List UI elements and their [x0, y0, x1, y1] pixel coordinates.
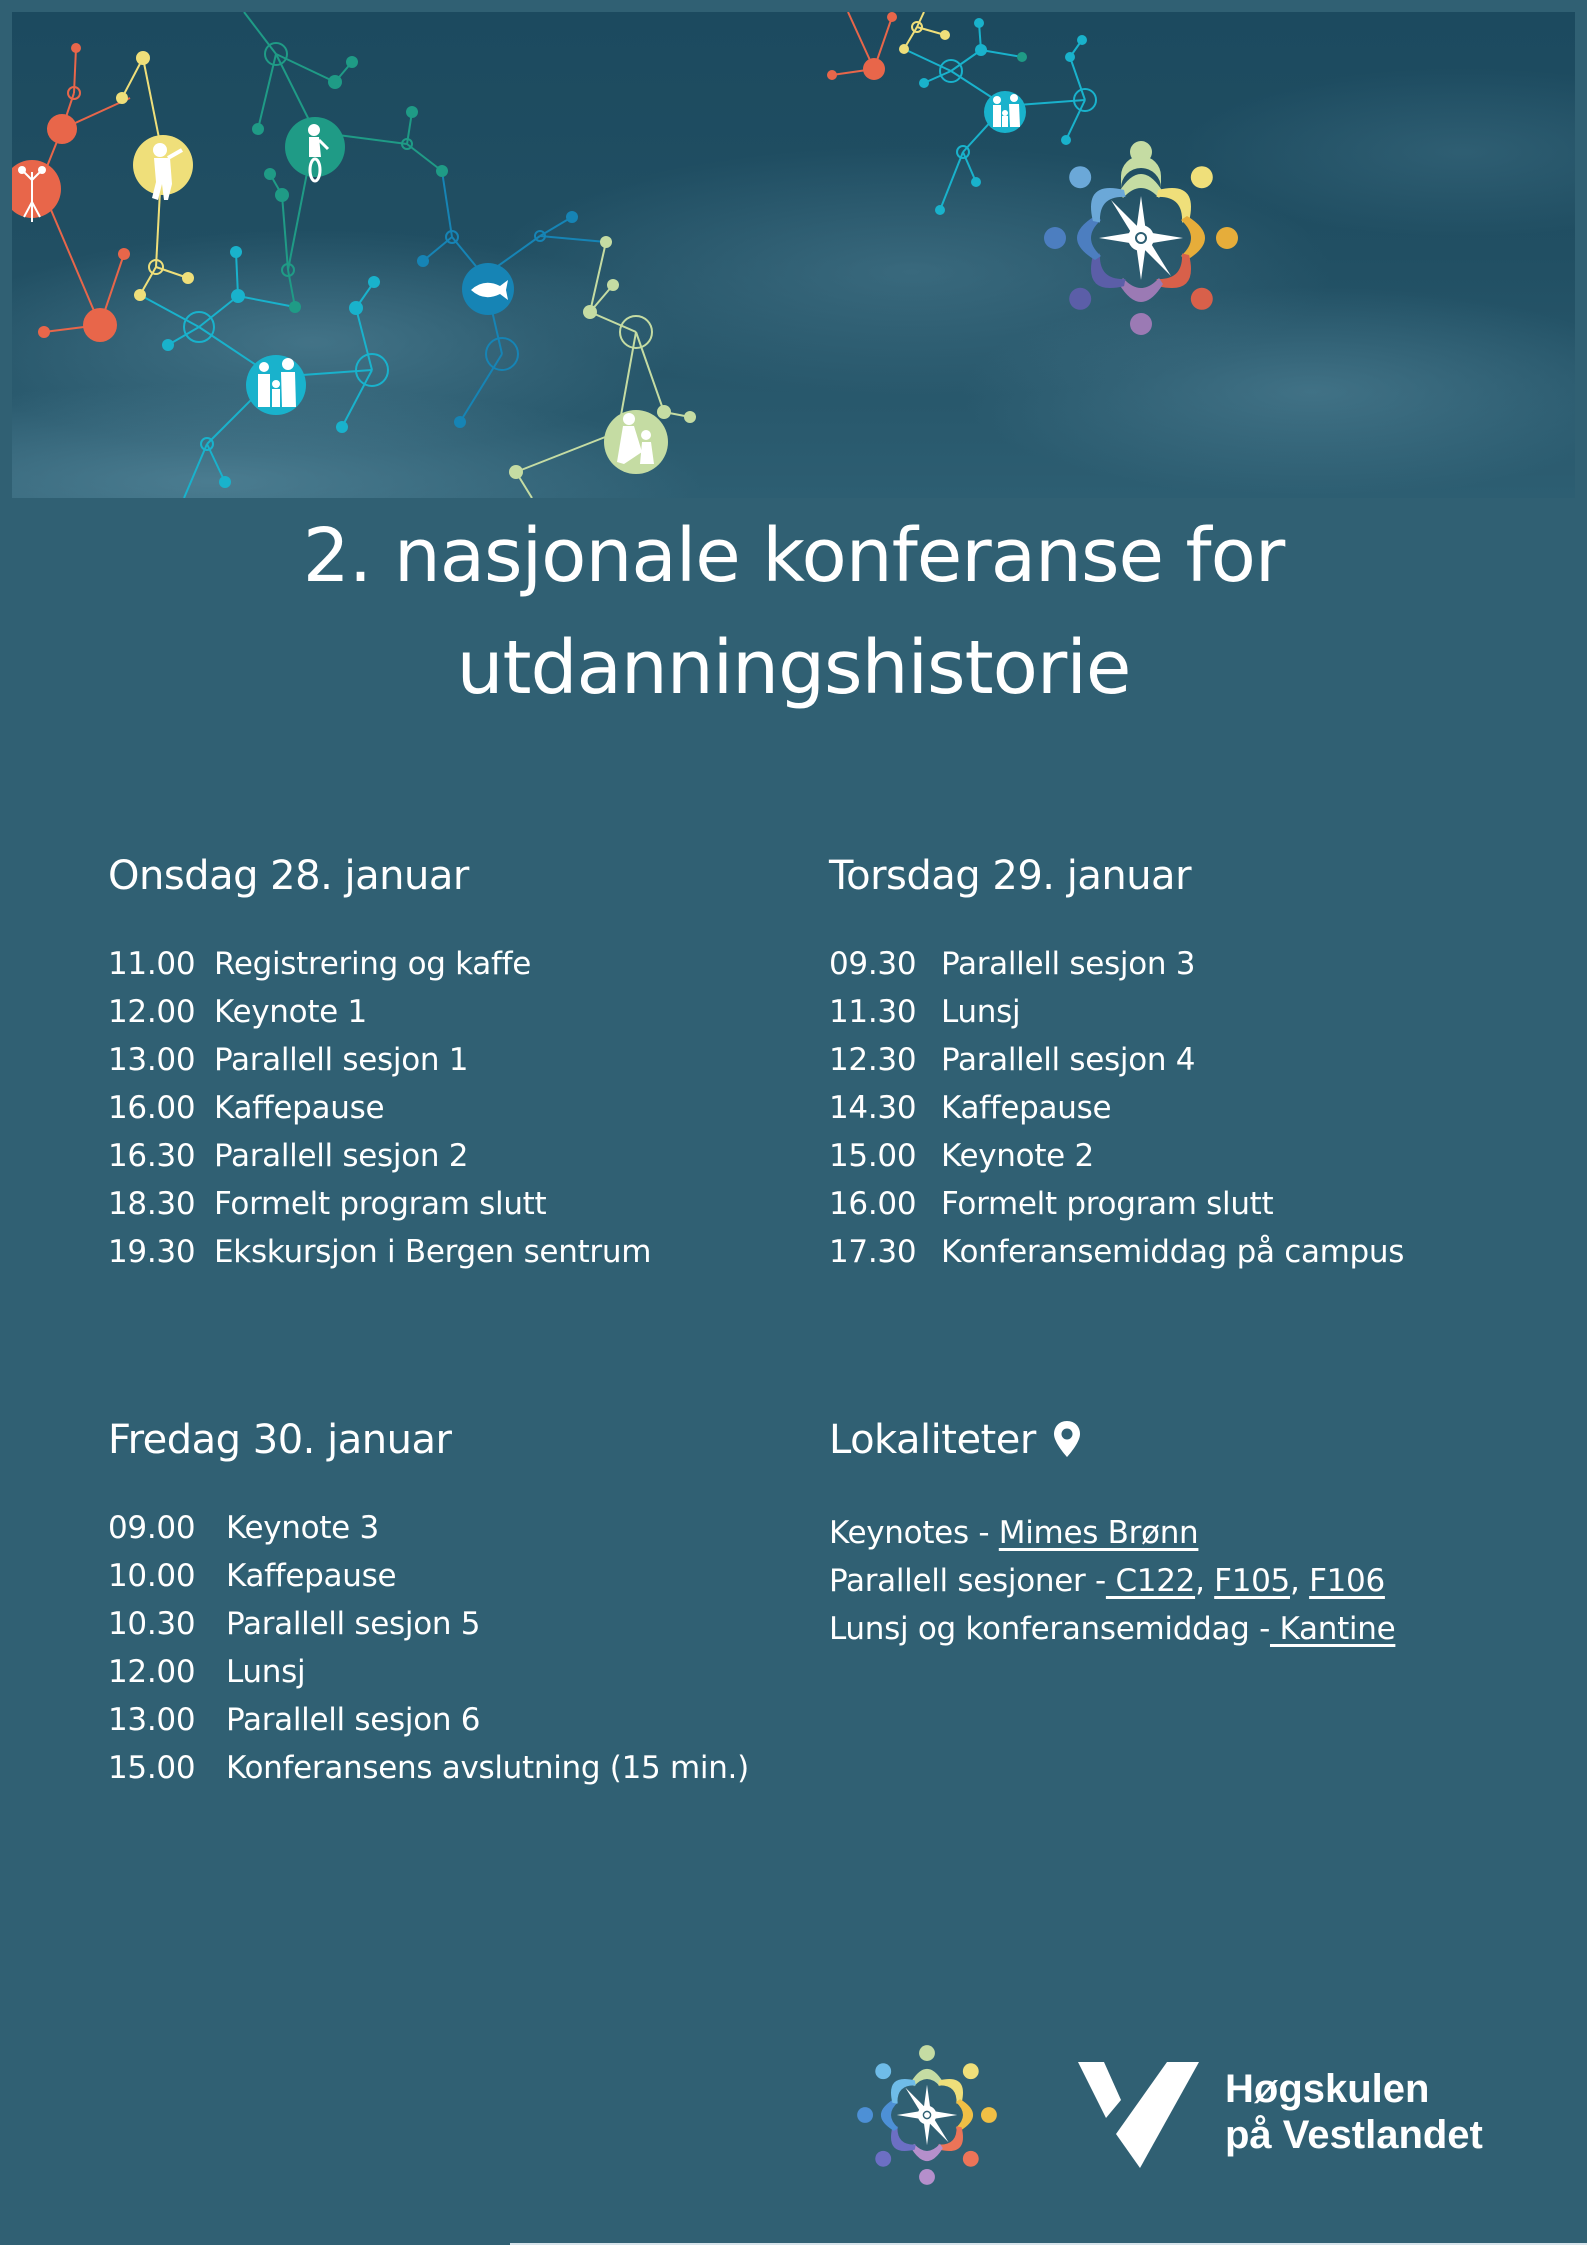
schedule-row [108, 1180, 651, 1228]
schedule-time: 09.00 [108, 1510, 196, 1546]
caregiver-child-icon [604, 410, 668, 474]
schedule-label: Parallell sesjon 6 [226, 1702, 481, 1738]
schedule-row [108, 1504, 749, 1552]
schedule-row [829, 1084, 1404, 1132]
root-icon [12, 160, 61, 222]
locations-heading-text: Lokaliteter [829, 1417, 1036, 1463]
schedule-label: Parallell sesjon 5 [226, 1606, 481, 1642]
schedule-label: Konferansemiddag på campus [941, 1234, 1405, 1270]
locations-section [829, 1416, 1395, 1653]
schedule-time: 13.00 [108, 1702, 196, 1738]
schedule-label: Formelt program slutt [214, 1186, 547, 1222]
day-heading: Fredag 30. januar [108, 1417, 452, 1463]
schedule-time: 10.30 [108, 1606, 196, 1642]
link-f106[interactable]: F106 [1309, 1563, 1385, 1599]
title-line-1: 2. nasjonale konferanse for [302, 513, 1285, 599]
header-banner-image [12, 12, 1575, 498]
family-icon [984, 91, 1026, 133]
link-c122[interactable]: C122 [1105, 1563, 1196, 1599]
institution-line-1: Høgskulen [1225, 2067, 1430, 2111]
location-row-keynotes [829, 1509, 1395, 1557]
institution-line-2: på Vestlandet [1225, 2113, 1483, 2157]
schedule-time: 14.30 [829, 1090, 917, 1126]
institution-name [1225, 2066, 1483, 2158]
schedule-label: Ekskursjon i Bergen sentrum [214, 1234, 652, 1270]
schedule-label: Parallell sesjon 3 [941, 946, 1196, 982]
schedule-time: 16.00 [108, 1090, 196, 1126]
location-label: Lunsj og konferansemiddag - [829, 1611, 1270, 1647]
separator: , [1195, 1563, 1215, 1599]
day-wednesday-schedule [108, 852, 651, 1276]
schedule-label: Registrering og kaffe [214, 946, 531, 982]
schedule-row [829, 940, 1404, 988]
schedule-row [108, 1132, 651, 1180]
schedule-row [108, 1600, 749, 1648]
page-title [0, 500, 1587, 724]
schedule-time: 10.00 [108, 1558, 196, 1594]
schedule-row [829, 1228, 1404, 1276]
schedule-time: 12.00 [108, 1654, 196, 1690]
schedule-time: 11.00 [108, 946, 196, 982]
schedule-label: Konferansens avslutning (15 min.) [226, 1750, 749, 1786]
schedule-row [108, 1228, 651, 1276]
cyclist-icon [285, 117, 345, 181]
location-row-lunch [829, 1605, 1395, 1653]
schedule-row [829, 1180, 1404, 1228]
schedule-row [108, 1744, 749, 1792]
location-pin-icon [1052, 1420, 1082, 1469]
schedule-label: Lunsj [941, 994, 1021, 1030]
schedule-label: Parallell sesjon 2 [214, 1138, 469, 1174]
schedule-label: Kaffepause [214, 1090, 385, 1126]
fish-icon [462, 263, 514, 315]
schedule-time: 16.30 [108, 1138, 196, 1174]
schedule-label: Kaffepause [941, 1090, 1112, 1126]
link-mimes-bronn[interactable]: Mimes Brønn [998, 1515, 1199, 1551]
schedule-time: 13.00 [108, 1042, 196, 1078]
schedule-row [829, 1036, 1404, 1084]
schedule-row [108, 1036, 651, 1084]
title-line-2: utdanningshistorie [456, 625, 1131, 711]
schedule-label: Keynote 2 [941, 1138, 1094, 1174]
schedule-row [108, 1552, 749, 1600]
conference-logo [852, 2040, 1002, 2194]
day-thursday-schedule [829, 852, 1404, 1276]
schedule-time: 12.00 [108, 994, 196, 1030]
schedule-label: Parallell sesjon 4 [941, 1042, 1196, 1078]
schedule-time: 19.30 [108, 1234, 196, 1270]
schedule-time: 16.00 [829, 1186, 917, 1222]
schedule-time: 15.00 [108, 1750, 196, 1786]
schedule-row [108, 1648, 749, 1696]
schedule-label: Keynote 3 [226, 1510, 379, 1546]
day-heading: Onsdag 28. januar [108, 853, 469, 899]
schedule-time: 18.30 [108, 1186, 196, 1222]
day-heading: Torsdag 29. januar [829, 853, 1192, 899]
link-f105[interactable]: F105 [1214, 1563, 1290, 1599]
compass-circle-logo [1044, 141, 1238, 335]
schedule-time: 17.30 [829, 1234, 917, 1270]
schedule-row [108, 1696, 749, 1744]
schedule-row [108, 1084, 651, 1132]
schedule-time: 09.30 [829, 946, 917, 982]
separator: , [1289, 1563, 1310, 1599]
schedule-row [829, 1132, 1404, 1180]
location-row-parallel [829, 1557, 1395, 1605]
schedule-row [108, 988, 651, 1036]
network-illustration [12, 12, 1575, 498]
link-kantine[interactable]: Kantine [1269, 1611, 1396, 1647]
schedule-row [108, 940, 651, 988]
schedule-time: 15.00 [829, 1138, 917, 1174]
locations-heading [829, 1416, 1395, 1469]
schedule-label: Lunsj [226, 1654, 306, 1690]
location-label: Keynotes - [829, 1515, 999, 1551]
schedule-time: 12.30 [829, 1042, 917, 1078]
schedule-time: 11.30 [829, 994, 917, 1030]
location-label: Parallell sesjoner - [829, 1563, 1106, 1599]
schedule-label: Keynote 1 [214, 994, 367, 1030]
day-friday-schedule [108, 1416, 749, 1792]
schedule-label: Kaffepause [226, 1558, 397, 1594]
child-icon [133, 135, 193, 200]
hvl-logo-mark [1076, 2060, 1201, 2174]
schedule-row [829, 988, 1404, 1036]
family-icon [246, 355, 306, 415]
schedule-label: Formelt program slutt [941, 1186, 1274, 1222]
schedule-label: Parallell sesjon 1 [214, 1042, 469, 1078]
